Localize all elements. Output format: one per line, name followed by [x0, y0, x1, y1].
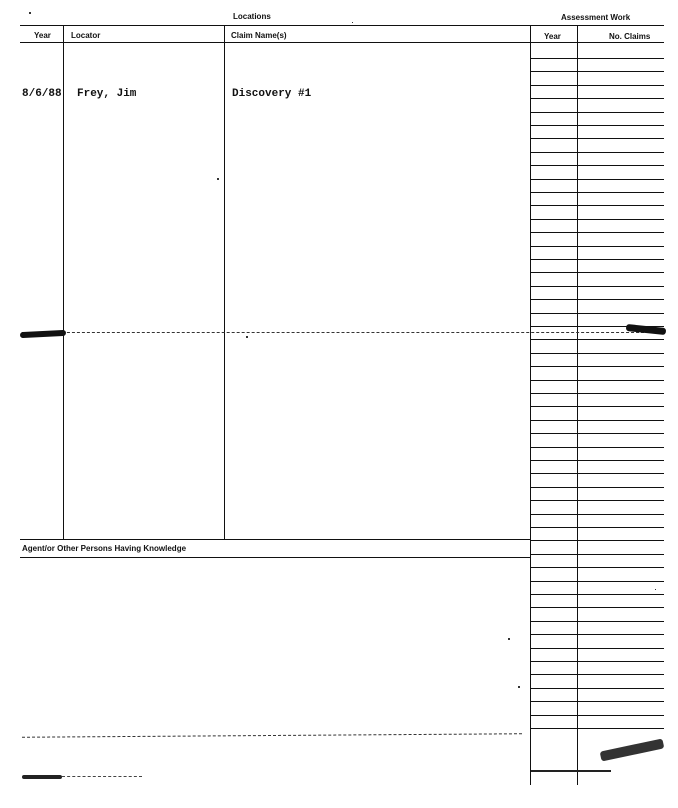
- assessment-row-rule: [531, 58, 664, 59]
- assessment-row-rule: [531, 219, 664, 220]
- assessment-row-rule: [531, 272, 664, 273]
- agent-label: Agent/or Other Persons Having Knowledge: [22, 544, 187, 553]
- agent-label-rule: [20, 557, 531, 558]
- assessment-row-rule: [531, 192, 664, 193]
- assessment-row-rule: [531, 71, 664, 72]
- assessment-row-rule: [531, 688, 664, 689]
- scan-speck: [217, 178, 219, 180]
- assessment-row-rule: [531, 179, 664, 180]
- assessment-row-rule: [531, 85, 664, 86]
- assessment-row-rule: [531, 447, 664, 448]
- assessment-row-rule: [531, 621, 664, 622]
- assessment-row-rule: [531, 607, 664, 608]
- assessment-row-rule: [531, 313, 664, 314]
- bottom-scan-rule-right: [531, 770, 611, 772]
- assessment-row-rule: [531, 648, 664, 649]
- assessment-middle-rule: [577, 25, 578, 785]
- assessment-row-rule: [531, 393, 664, 394]
- assessment-row-rule: [531, 581, 664, 582]
- assessment-row-rule: [531, 112, 664, 113]
- assessment-row-rule: [531, 634, 664, 635]
- assessment-row-rule: [531, 514, 664, 515]
- assessment-left-rule: [530, 25, 531, 785]
- assessment-row-rule: [531, 353, 664, 354]
- assessment-row-rule: [531, 715, 664, 716]
- locations-bottom-rule: [20, 539, 531, 540]
- header-bottom-rule: [20, 42, 664, 43]
- assessment-row-rule: [531, 205, 664, 206]
- claim-names-column-rule: [224, 25, 225, 539]
- scan-speck: [246, 336, 248, 338]
- column-header-year: Year: [34, 31, 51, 40]
- bottom-scan-smudge-left: [22, 775, 62, 779]
- assessment-row-rule: [531, 380, 664, 381]
- assessment-row-rule: [531, 98, 664, 99]
- column-header-assessment-year: Year: [544, 32, 561, 41]
- assessment-row-rule: [531, 299, 664, 300]
- assessment-row-rule: [531, 286, 664, 287]
- column-header-no-claims: No. Claims: [609, 32, 651, 41]
- assessment-row-rule: [531, 232, 664, 233]
- scan-speck: [508, 638, 510, 640]
- locator-column-rule: [63, 25, 64, 539]
- assessment-row-rule: [531, 165, 664, 166]
- locations-heading: Locations: [233, 12, 271, 21]
- assessment-row-rule: [531, 540, 664, 541]
- assessment-row-rule: [531, 339, 664, 340]
- assessment-row-rule: [531, 152, 664, 153]
- column-header-locator: Locator: [71, 31, 101, 40]
- bottom-scan-line: [22, 733, 522, 737]
- assessment-row-rule: [531, 259, 664, 260]
- scan-speck: [352, 22, 353, 23]
- assessment-row-rule: [531, 366, 664, 367]
- assessment-row-rule: [531, 138, 664, 139]
- assessment-row-rule: [531, 433, 664, 434]
- assessment-row-rule: [531, 567, 664, 568]
- header-top-rule: [20, 25, 664, 26]
- assessment-row-rule: [531, 246, 664, 247]
- bottom-scan-rule: [62, 776, 142, 777]
- fold-mark-left: [20, 330, 66, 338]
- entry-locator: Frey, Jim: [77, 88, 137, 100]
- assessment-row-rule: [531, 701, 664, 702]
- assessment-row-rule: [531, 487, 664, 488]
- assessment-row-rule: [531, 674, 664, 675]
- assessment-row-rule: [531, 661, 664, 662]
- assessment-row-rule: [531, 594, 664, 595]
- assessment-row-rule: [531, 420, 664, 421]
- entry-claim-name: Discovery #1: [232, 88, 312, 100]
- assessment-row-rule: [531, 460, 664, 461]
- assessment-row-rule: [531, 554, 664, 555]
- fold-line: [22, 332, 664, 333]
- assessment-work-heading: Assessment Work: [561, 13, 631, 22]
- scan-speck: [655, 589, 656, 590]
- assessment-row-rule: [531, 125, 664, 126]
- scan-speck: [29, 12, 31, 14]
- column-header-claim-names: Claim Name(s): [231, 31, 287, 40]
- assessment-row-rule: [531, 500, 664, 501]
- bottom-scan-smudge-right: [600, 738, 665, 761]
- scan-speck: [518, 686, 520, 688]
- entry-year: 8/6/88: [22, 88, 62, 100]
- assessment-row-rule: [531, 473, 664, 474]
- assessment-row-rule: [531, 728, 664, 729]
- assessment-row-rule: [531, 527, 664, 528]
- assessment-row-rule: [531, 406, 664, 407]
